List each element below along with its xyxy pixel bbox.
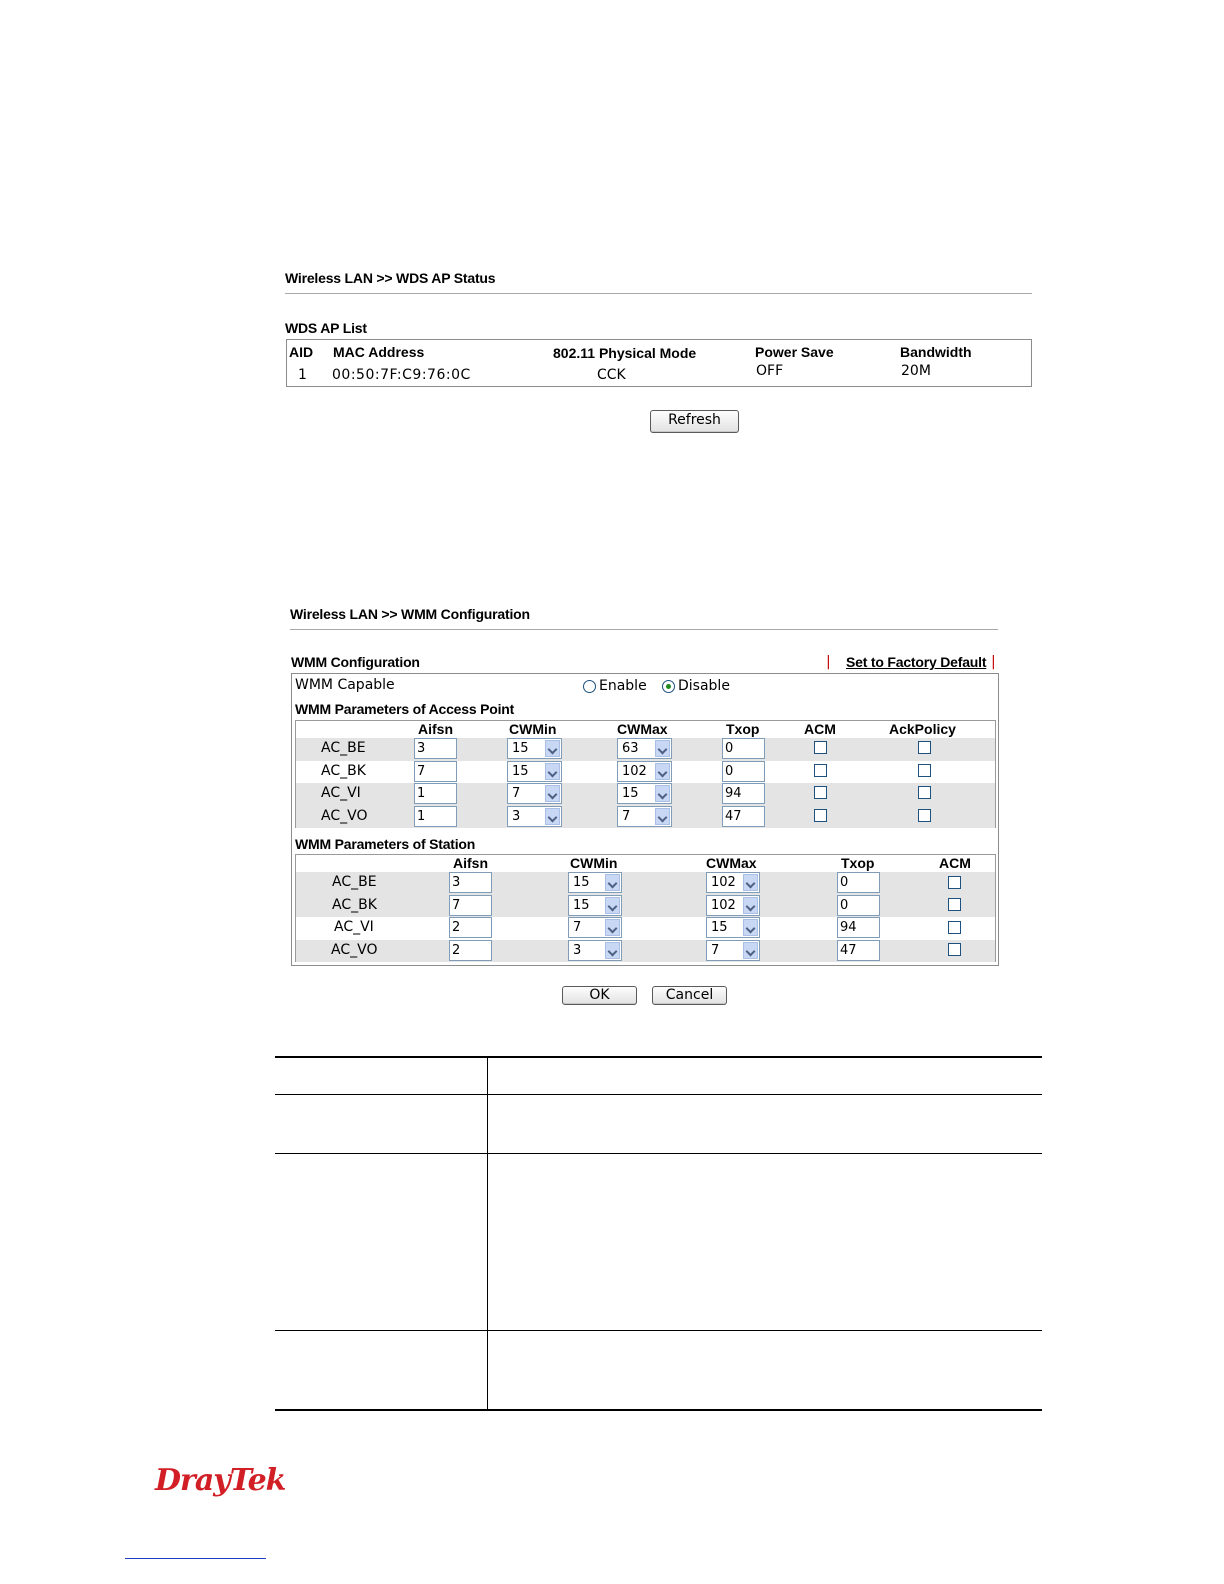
sta-col-txop: Txop [841,855,875,871]
ap-cwmax-value: 15 [622,786,639,801]
wds-row-aid: 1 [298,367,307,383]
ap-acm-checkbox[interactable] [814,786,827,799]
wds-list-title: WDS AP List [285,320,367,336]
sta-acm-checkbox[interactable] [948,898,961,911]
chevron-down-icon [545,785,560,802]
ap-ackpolicy-checkbox[interactable] [918,764,931,777]
wds-page-title: Wireless LAN >> WDS AP Status [285,270,496,286]
ap-cwmin-value: 15 [512,764,529,779]
sta-txop-input[interactable]: 0 [837,895,880,916]
factory-default-separator-right: | [991,654,996,670]
sta-params-title: WMM Parameters of Station [295,836,476,852]
ok-button[interactable]: OK [562,986,637,1005]
wmm-enable-radio[interactable] [583,680,596,693]
wmm-disable-label: Disable [678,678,730,694]
ap-cwmax-value: 102 [622,764,647,779]
ap-ackpolicy-checkbox[interactable] [918,741,931,754]
col-power-save: Power Save [755,344,834,360]
sta-cwmin-select[interactable] [568,917,622,938]
ap-aifsn-input[interactable]: 7 [414,761,457,782]
wds-row-bandwidth: 20M [901,363,931,379]
col-mac-address: MAC Address [333,344,425,360]
col-bandwidth: Bandwidth [900,344,972,360]
sta-aifsn-input[interactable]: 2 [449,940,492,961]
sta-cwmax-select[interactable] [706,895,760,916]
sta-cwmin-select[interactable] [568,872,622,893]
chevron-down-icon [743,919,758,936]
ap-row-name: AC_BK [321,763,366,779]
ap-txop-input[interactable]: 0 [722,761,765,782]
chevron-down-icon [743,897,758,914]
ap-acm-checkbox[interactable] [814,809,827,822]
ap-cwmin-select[interactable] [507,761,562,782]
ap-col-cwmax: CWMax [617,721,668,737]
ap-cwmax-select[interactable] [617,806,672,827]
ap-col-ackpolicy: AckPolicy [889,721,956,737]
sta-acm-checkbox[interactable] [948,921,961,934]
factory-default-separator-left: | [826,654,831,670]
wds-title-divider [285,293,1032,294]
ap-ackpolicy-checkbox[interactable] [918,786,931,799]
sta-aifsn-input[interactable]: 2 [449,917,492,938]
ap-col-txop: Txop [726,721,760,737]
ap-col-aifsn: Aifsn [418,721,453,737]
cancel-button[interactable]: Cancel [652,986,727,1005]
sta-col-cwmax: CWMax [706,855,757,871]
ap-col-cwmin: CWMin [509,721,557,737]
wds-ap-list-table [286,339,1032,387]
sta-col-cwmin: CWMin [570,855,618,871]
sta-row-name: AC_VI [334,919,374,935]
refresh-button[interactable]: Refresh [650,410,739,433]
chevron-down-icon [605,919,620,936]
ap-txop-input[interactable]: 47 [722,806,765,827]
col-aid: AID [289,344,314,360]
ap-params-title: WMM Parameters of Access Point [295,701,515,717]
chevron-down-icon [605,897,620,914]
ap-row-name: AC_VI [321,785,361,801]
wmm-capable-label: WMM Capable [295,677,395,693]
sta-params-table [295,854,996,962]
sta-cwmax-value: 15 [711,920,728,935]
ap-cwmax-select[interactable] [617,761,672,782]
chevron-down-icon [655,808,670,825]
sta-aifsn-input[interactable]: 7 [449,895,492,916]
wmm-page-title: Wireless LAN >> WMM Configuration [290,606,530,622]
sta-cwmin-value: 15 [573,898,590,913]
sta-cwmin-value: 15 [573,875,590,890]
chevron-down-icon [545,740,560,757]
chevron-down-icon [743,942,758,959]
ap-cwmin-select[interactable] [507,783,562,804]
wmm-disable-radio[interactable] [662,680,675,693]
sta-row-name: AC_BE [332,874,377,890]
draytek-logo: DrayTek [155,1463,286,1498]
chevron-down-icon [655,740,670,757]
wds-row-mode: CCK [597,367,626,383]
set-factory-default-link[interactable]: Set to Factory Default [846,654,987,670]
chevron-down-icon [655,785,670,802]
ap-cwmax-select[interactable] [617,783,672,804]
ap-row-name: AC_VO [321,808,368,824]
col-physical-mode: 802.11 Physical Mode [553,345,697,361]
ap-row-name: AC_BE [321,740,366,756]
chevron-down-icon [545,808,560,825]
ap-aifsn-input[interactable]: 1 [414,806,457,827]
sta-cwmax-select[interactable] [706,940,760,961]
sta-col-aifsn: Aifsn [453,855,488,871]
wds-row-mac: 00:50:7F:C9:76:0C [332,367,471,383]
wmm-config-title: WMM Configuration [291,654,420,670]
wds-row-power-save: OFF [756,363,784,379]
sta-cwmax-select[interactable] [706,872,760,893]
sta-col-acm: ACM [939,855,971,871]
ap-acm-checkbox[interactable] [814,764,827,777]
sta-cwmin-value: 7 [573,920,582,935]
sta-row-name: AC_BK [332,897,377,913]
sta-row-name: AC_VO [331,942,378,958]
sta-acm-checkbox[interactable] [948,943,961,956]
chevron-down-icon [743,874,758,891]
sta-cwmax-select[interactable] [706,917,760,938]
chevron-down-icon [655,763,670,780]
sta-txop-input[interactable]: 47 [837,940,880,961]
ap-col-acm: ACM [804,721,836,737]
chevron-down-icon [605,942,620,959]
ap-cwmax-value: 63 [622,741,639,756]
sta-cwmax-value: 102 [711,898,736,913]
sta-txop-input[interactable]: 94 [837,917,880,938]
chevron-down-icon [605,874,620,891]
ap-txop-input[interactable]: 0 [722,738,765,759]
ap-cwmin-value: 15 [512,741,529,756]
chevron-down-icon [545,763,560,780]
ap-cwmin-select[interactable] [507,738,562,759]
footer-divider [125,1558,266,1559]
sta-cwmax-value: 102 [711,875,736,890]
sta-acm-checkbox[interactable] [948,876,961,889]
sta-cwmin-select[interactable] [568,895,622,916]
wmm-enable-label: Enable [599,678,647,694]
sta-aifsn-input[interactable]: 3 [449,872,492,893]
ap-ackpolicy-checkbox[interactable] [918,809,931,822]
sta-cwmax-value: 7 [711,943,720,958]
ap-txop-input[interactable]: 94 [722,783,765,804]
ap-acm-checkbox[interactable] [814,741,827,754]
ap-cwmax-select[interactable] [617,738,672,759]
ap-cwmin-value: 3 [512,809,521,824]
ap-cwmax-value: 7 [622,809,631,824]
wmm-title-divider [290,629,998,630]
ap-cwmin-select[interactable] [507,806,562,827]
ap-cwmin-value: 7 [512,786,521,801]
sta-cwmin-value: 3 [573,943,582,958]
ap-aifsn-input[interactable]: 3 [414,738,457,759]
sta-cwmin-select[interactable] [568,940,622,961]
ap-aifsn-input[interactable]: 1 [414,783,457,804]
sta-txop-input[interactable]: 0 [837,872,880,893]
